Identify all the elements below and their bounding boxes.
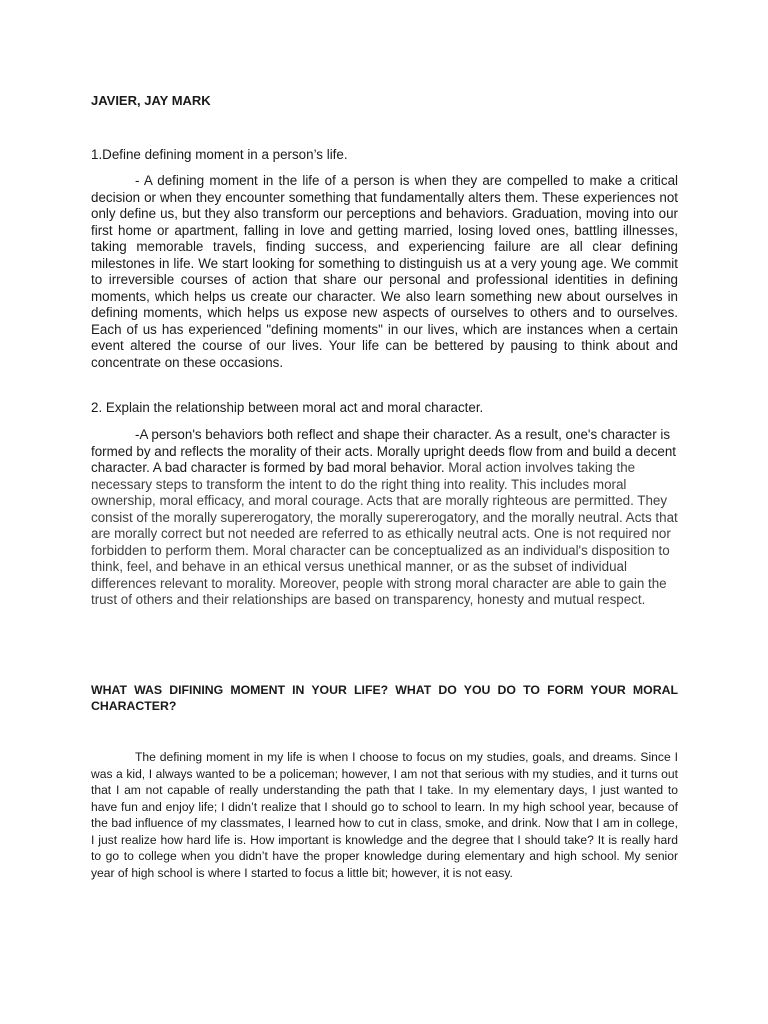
question-2: 2. Explain the relationship between moral act and moral character. (91, 400, 484, 415)
question-1: 1.Define defining moment in a person’s life. (91, 147, 348, 162)
author-name: JAVIER, JAY MARK (91, 93, 211, 108)
answer-3-text: The defining moment in my life is when I choose to focus on my studies, goals, and dreams. Since I was a kid, I always wanted to be a policeman; however, I am not that serious with my studies, and it turns out that I am not capable of really understanding the path that I take. In my elementary days, I just wanted to have fun and enjoy life; I didn’t realize that I should go to school to learn. In my high school year, because of the bad influence of my classmates, I learned how to cut in class, smoke, and drink. Now that I am in college, I just realize how hard life is. How important is knowledge and the degree that I should take? It is really hard to go to college when you didn’t have the proper knowledge during elementary and high school. My senior year of high school is where I started to focus a little bit; however, it is not easy. (91, 750, 678, 880)
section-heading: WHAT WAS DIFINING MOMENT IN YOUR LIFE? WHAT DO YOU DO TO FORM YOUR MORAL CHARACTER? (91, 683, 678, 713)
answer-1-text: - A defining moment in the life of a person is when they are compelled to make a critical decision or when they encounter something that fundamentally alters them. These experiences not only define us, but they also transform our perceptions and behaviors. Graduation, moving into our first home or apartment, falling in love and getting married, losing loved ones, battling illnesses, taking memorable travels, finding success, and experiencing failure are all clear defining milestones in life. We start looking for something to distinguish us at a very young age. We commit to irreversible courses of action that share our personal and professional identities in defining moments, which helps us create our character. We also learn something new about ourselves in defining moments, which helps us expose new aspects of ourselves to others and to ourselves. Each of us has experienced "defining moments" in our lives, which are instances when a certain event altered the course of our lives. Your life can be bettered by pausing to think about and concentrate on these occasions. (91, 173, 678, 370)
answer-1 (91, 173, 678, 371)
answer-3 (91, 749, 678, 881)
answer-2 (91, 427, 678, 609)
answer-2-text-part2: Moral action involves taking the necessary steps to transform the intent to do the right thing into reality. This includes moral ownership, moral efficacy, and moral courage. Acts that are morally righteous are permitted. They consist of the morally supererogatory, the morally supererogatory, and the morally neutral. Acts that are morally correct but not needed are referred to as ethically neutral acts. One is not required nor forbidden to perform them. Moral character can be conceptualized as an individual's disposition to think, feel, and behave in an ethical versus unethical manner, or as the subset of individual differences relevant to morality. Moreover, people with strong moral character are able to gain the trust of others and their relationships are based on transparency, honesty and mutual respect. (91, 460, 678, 607)
answer-2-text-part1: -A person's behaviors both reflect and shape their character. As a result, one's character is formed by and reflects the morality of their acts. Morally upright deeds flow from and build a decent character. A bad character is formed by bad moral behavior. (91, 427, 677, 475)
